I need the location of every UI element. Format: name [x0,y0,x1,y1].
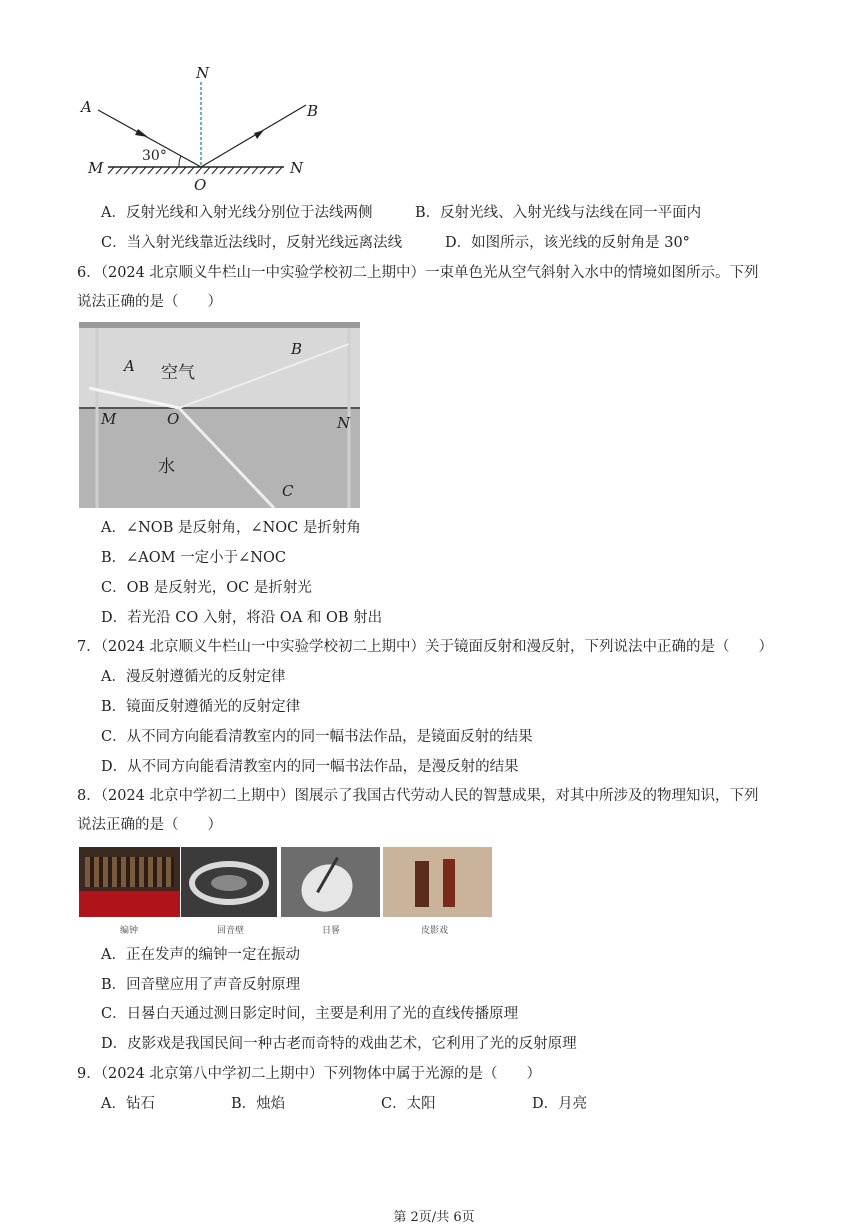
refraction-photo [79,322,360,508]
bianzhong-photo [79,847,180,917]
echo-wall-photo [181,847,277,917]
caption-bianzhong: 编钟 [120,926,139,936]
label-n-right: N [290,159,304,177]
q8-option-c: C．日晷白天通过测日影定时间，主要是利用了光的直线传播原理 [101,1006,519,1022]
label-a: A [81,98,92,116]
q6-option-d: D．若光沿 CO 入射，将沿 OA 和 OB 射出 [101,610,383,626]
q6-stem-line-1: 6．（2024 北京顺义牛栏山一中实验学校初二上期中）一束单色光从空气斜射入水中的情境如图所示。下列 [77,265,759,281]
photo-label-m: M [101,410,117,428]
photo-label-b: B [291,340,303,358]
q5-option-a: A．反射光线和入射光线分别位于法线两侧 [101,205,373,221]
q9-option-c: C．太阳 [381,1096,436,1112]
q5-option-d: D．如图所示，该光线的反射角是 30° [445,235,690,251]
page-footer: 第 2页/共 6页 [393,1210,475,1225]
photo-label-c: C [282,482,294,500]
q9-stem: 9．（2024 北京第八中学初二上期中）下列物体中属于光源的是（ ） [77,1066,541,1082]
q6-option-c: C．OB 是反射光，OC 是折射光 [101,580,312,596]
photo-label-o: O [167,410,180,428]
label-m: M [88,159,104,177]
q8-option-d: D．皮影戏是我国民间一种古老而奇特的戏曲艺术，它利用了光的反射原理 [101,1036,577,1052]
q9-option-a: A．钻石 [101,1096,155,1112]
label-o: O [194,176,207,194]
q6-stem-line-2: 说法正确的是（ ） [77,294,222,310]
q9-option-b: B．烛焰 [231,1096,286,1112]
q7-option-d: D．从不同方向能看清教室内的同一幅书法作品，是漫反射的结果 [101,759,519,775]
q9-option-d: D．月亮 [532,1096,588,1112]
reflection-diagram [78,60,328,195]
q7-option-a: A．漫反射遵循光的反射定律 [101,669,286,685]
q5-option-c: C．当入射光线靠近法线时，反射光线远离法线 [101,235,403,251]
shadow-play-photo [383,847,492,917]
q8-option-b: B．回音壁应用了声音反射原理 [101,977,301,993]
label-n-top: N [196,64,210,82]
q8-option-a: A．正在发声的编钟一定在振动 [101,947,300,963]
q6-option-a: A．∠NOB 是反射角，∠NOC 是折射角 [101,520,361,536]
caption-echo-wall: 回音壁 [217,926,245,936]
air-label: 空气 [161,363,195,383]
q7-stem: 7．（2024 北京顺义牛栏山一中实验学校初二上期中）关于镜面反射和漫反射，下列说法中正确的是（ ） [77,639,773,655]
q7-option-c: C．从不同方向能看清教室内的同一幅书法作品，是镜面反射的结果 [101,729,533,745]
q7-option-b: B．镜面反射遵循光的反射定律 [101,699,301,715]
sundial-photo [281,847,380,917]
q8-stem-line-2: 说法正确的是（ ） [77,817,222,833]
q8-stem-line-1: 8．（2024 北京中学初二上期中）图展示了我国古代劳动人民的智慧成果，对其中所涉及的物理知识，下列 [77,788,759,804]
photo-label-n: N [337,414,351,432]
angle-label: 30° [142,148,167,164]
caption-sundial: 日晷 [322,926,341,936]
q6-option-b: B．∠AOM 一定小于∠NOC [101,550,286,566]
water-label: 水 [158,457,175,477]
label-b: B [307,102,319,120]
photo-label-a: A [124,357,135,375]
caption-shadow-play: 皮影戏 [421,926,449,936]
q5-option-b: B．反射光线、入射光线与法线在同一平面内 [415,205,702,221]
